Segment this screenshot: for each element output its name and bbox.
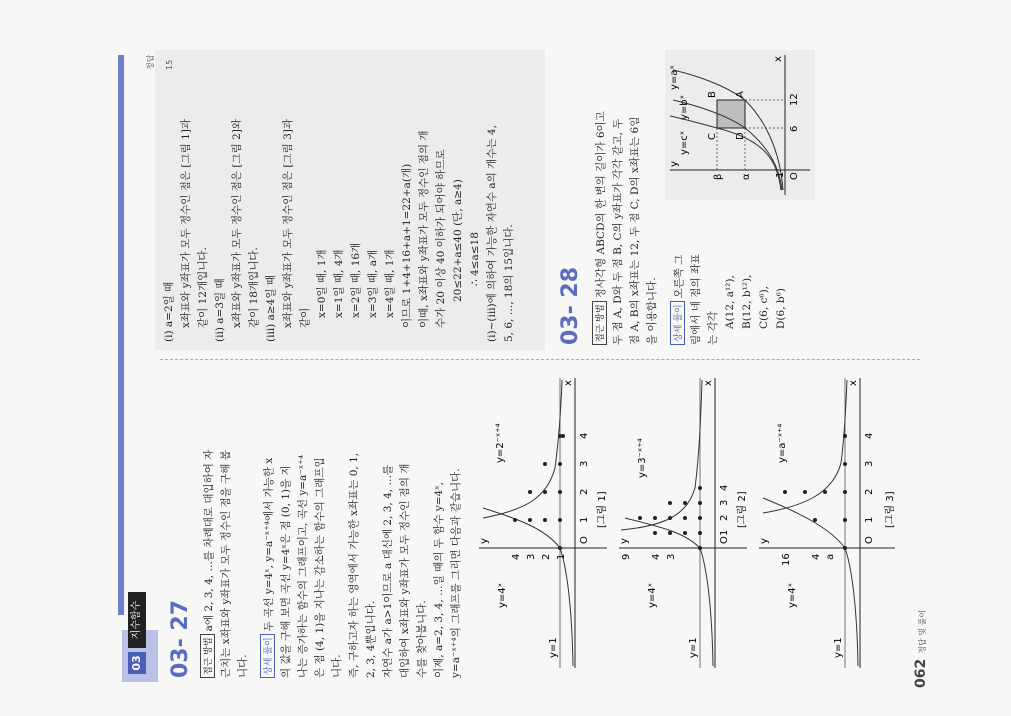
solution-line: 니다. (331, 654, 343, 678)
lattice-point (698, 501, 702, 505)
box-line: 5, 6, …, 18의 15입니다. (503, 224, 515, 342)
decreasing-curve-label: y=3⁻ˣ⁺⁴ (637, 438, 648, 478)
rotated-book-spread (110, 40, 930, 690)
chapter-number: 03 (128, 652, 146, 674)
lattice-point (683, 516, 687, 520)
side-page-text: 정답 (146, 54, 155, 70)
lattice-point (653, 531, 657, 535)
lattice-point (528, 518, 532, 522)
origin-label: O (789, 172, 800, 180)
lattice-point (803, 490, 807, 494)
lattice-point (843, 518, 847, 522)
point-coordinate: B(12, b¹²), (741, 274, 753, 329)
decreasing-curve-label: y=a⁻ˣ⁺⁴ (777, 423, 788, 463)
lattice-point (543, 490, 547, 494)
solution-line: 2, 3, 4뿐입니다. (365, 600, 377, 678)
lattice-point (528, 490, 532, 494)
box-line: x=1일 때, 4개 (333, 249, 345, 318)
point-a-label: A (735, 91, 746, 98)
x-tick: 3 (864, 460, 875, 467)
figure-1-caption: [그림 1] (597, 491, 608, 528)
page-label: 정답 및 풀이 (918, 609, 927, 654)
lattice-point (638, 516, 642, 520)
lattice-point (843, 546, 847, 550)
lattice-point (558, 490, 562, 494)
problem-27-number: 03- 27 (168, 599, 193, 678)
solution-tag: 상세 풀이 (260, 634, 275, 678)
y-tick: 4 (811, 553, 822, 560)
lattice-point (683, 501, 687, 505)
approach-line: 점 A, B의 x좌표는 12, 두 점 C, D의 x좌표는 6임 (629, 116, 641, 345)
y-axis-label: y (759, 538, 770, 544)
y1-label: y=1 (688, 637, 699, 658)
side-page-number: 15 (165, 59, 174, 70)
solution-line: 이제, a=2, 3, 4, …일 때의 두 함수 y=4ˣ, (433, 482, 445, 678)
box-line: 같이 18개입니다. (248, 247, 260, 328)
box-line: x=0일 때, 1개 (316, 249, 328, 318)
origin-label: O (719, 536, 730, 544)
square-abcd (717, 100, 745, 128)
x-tick: 3 (579, 460, 590, 467)
lattice-point (558, 518, 562, 522)
solution-line: y=a⁻ˣ⁺⁴의 그래프를 그리면 다음과 같습니다. (450, 468, 462, 678)
column-divider (160, 359, 920, 360)
x-axis-label: x (848, 380, 859, 386)
side-page-label (138, 40, 176, 70)
approach-tag: 접근 방법 (200, 634, 215, 678)
box-line: 이때, x좌표와 y좌표가 모두 정수인 점의 개 (418, 130, 430, 328)
box-line: (ⅱ) a=3일 때 (214, 278, 226, 342)
curve-decreasing (621, 380, 702, 530)
lattice-point (513, 518, 517, 522)
one-label: 1 (775, 171, 786, 178)
lattice-points (783, 434, 847, 550)
box-line: x좌표와 y좌표가 모두 정수인 점은 [그림 1]과 (180, 118, 192, 328)
x-tick: 1 (579, 516, 590, 523)
lattice-point (823, 490, 827, 494)
exp-curve-label: y=4ˣ (647, 582, 658, 608)
lattice-point (843, 462, 847, 466)
lattice-point (558, 546, 562, 550)
box-line: (ⅰ)~(ⅲ)에 의하여 가능한 자연수 a의 개수는 4, (486, 125, 498, 342)
lattice-point (698, 546, 702, 550)
box-line: x=2일 때, 16개 (350, 242, 362, 318)
page-number: 062 (913, 658, 929, 688)
approach-tag: 접근 방법 (592, 301, 607, 345)
y-axis-label: y (669, 161, 680, 167)
problem-28-solution (670, 205, 790, 345)
problem-27-solution (260, 373, 465, 678)
x-tick: 4 (719, 484, 730, 491)
solution-line: 는 각각 (707, 311, 719, 345)
problem-28-number: 03- 28 (558, 266, 583, 345)
lattice-point (698, 486, 702, 490)
point-coordinate: A(12, a¹²), (724, 275, 736, 329)
y-tick: 3 (666, 553, 677, 560)
point-d-label: D (735, 132, 746, 140)
lattice-point (543, 462, 547, 466)
approach-line: 근치는 x좌표와 y좌표가 모두 정수인 점을 구해 봅 (220, 450, 232, 678)
page-footer (910, 610, 929, 688)
graph-figure-1 (475, 368, 615, 678)
box-line: 20≤22+a≤40 (단, a≥4) (452, 179, 464, 302)
exp-curve-label: y=4ˣ (787, 582, 798, 608)
figure-2-caption: [그림 2] (737, 491, 748, 528)
x-tick-12: 12 (789, 93, 800, 106)
x-axis-label: x (563, 380, 574, 386)
x-tick: 1 (864, 516, 875, 523)
origin-label: O (864, 536, 875, 544)
point-coordinate: D(6, b⁶) (775, 288, 787, 329)
alpha-label: α (741, 173, 752, 180)
problem-27-continued-box (155, 50, 545, 350)
approach-line: 을 이용합니다. (646, 277, 658, 345)
approach-line: a에 2, 3, 4, …를 차례대로 대입하여 자 (203, 449, 215, 632)
y-tick: a (825, 553, 836, 560)
y1-label: y=1 (833, 637, 844, 658)
lattice-point (683, 531, 687, 535)
graph-figure-3 (755, 368, 905, 678)
header-accent-bar (118, 55, 124, 615)
point-b-label: B (707, 91, 718, 98)
box-line: x좌표와 y좌표가 모두 정수인 점은 [그림 2]와 (231, 118, 243, 328)
approach-line: 두 점 A, D와 두 점 B, C의 y좌표가 각각 같고, 두 (612, 118, 624, 345)
approach-line: 정사각형 ABCD의 한 변의 길이가 6이고 (595, 111, 607, 299)
curve-a-label: y=aˣ (669, 65, 680, 90)
box-line: 같이 12개입니다. (197, 247, 209, 328)
y-tick: 3 (526, 553, 537, 560)
solution-line: 오른쪽 그 (673, 254, 685, 299)
solution-line: 두 곡선 y=4ˣ, y=a⁻ˣ⁺⁴에서 가능한 x (263, 457, 275, 632)
lattice-point (843, 490, 847, 494)
x-tick: 1 (719, 529, 730, 536)
solution-line: 림에서 네 점의 좌표 (690, 253, 702, 345)
x-tick: 2 (579, 488, 590, 495)
solution-line: 나는 증가하는 함수의 그래프이고, 곡선 y=a⁻ˣ⁺⁴ (297, 454, 309, 678)
box-line: x좌표와 y좌표가 모두 정수인 점은 [그림 3]과 (282, 118, 294, 328)
solution-line: 자연수 a가 a>1이므로 a 대신에 2, 3, 4, …를 (382, 464, 394, 678)
box-line: 같이 (299, 307, 311, 328)
problem-27-approach (200, 378, 252, 678)
exp-curve-label: y=4ˣ (497, 582, 508, 608)
solution-line: 의 값을 구해 보면 곡선 y=4ˣ은 점 (0, 1)을 지 (280, 465, 292, 678)
y-tick: 2 (541, 553, 552, 560)
y-tick: 1 (556, 553, 567, 560)
box-line: x=3일 때, a개 (367, 249, 379, 318)
lattice-point (668, 531, 672, 535)
graph-figure-2 (615, 368, 755, 678)
curve-c-label: y=cˣ (679, 130, 690, 155)
x-tick: 4 (579, 432, 590, 439)
lattice-point (698, 531, 702, 535)
decreasing-curve-label: y=2⁻ˣ⁺⁴ (495, 423, 506, 463)
y-axis-label: y (619, 538, 630, 544)
point-coordinate: C(6, c⁶), (758, 285, 770, 329)
chapter-title: 지수함수 (128, 592, 146, 648)
x-tick: 2 (864, 488, 875, 495)
lattice-point (843, 434, 847, 438)
box-line: ∴ 4≤a≤18 (469, 232, 481, 286)
y-tick: 4 (651, 553, 662, 560)
lattice-point (543, 518, 547, 522)
lattice-point (653, 516, 657, 520)
point-c-label: C (707, 133, 718, 140)
lattice-point (668, 501, 672, 505)
solution-line: 은 점 (4, 1)을 지나는 감소하는 함수의 그래프입 (314, 457, 326, 678)
lattice-point (668, 516, 672, 520)
figure-3-caption: [그림 3] (885, 491, 896, 528)
solution-line: 즉, 구하고자 하는 영역에서 가능한 x좌표는 0, 1, (348, 452, 360, 678)
lattice-point (558, 462, 562, 466)
problem-28-figure (665, 50, 815, 200)
lattice-point (561, 434, 565, 438)
y-tick: 16 (781, 553, 792, 566)
box-line: 수가 20 이상 40 이하가 되어야 하므로 (435, 149, 447, 328)
box-line: 이므로 1+4+16+a+1=22+a(개) (401, 163, 413, 328)
box-line: (ⅲ) a≥4일 때 (265, 275, 277, 342)
beta-label: β (713, 173, 724, 180)
x-tick: 3 (719, 499, 730, 506)
curve-b-label: y=bˣ (679, 94, 690, 120)
solution-tag: 상세 풀이 (670, 301, 685, 345)
x-axis-label: x (773, 56, 784, 62)
lattice-point (783, 490, 787, 494)
y-tick: 4 (511, 553, 522, 560)
x-axis-label: x (703, 380, 714, 386)
problem-28-approach (592, 45, 661, 345)
y-axis-label: y (479, 538, 490, 544)
x-tick: 2 (719, 514, 730, 521)
solution-line: 대입하여 x좌표와 y좌표가 모두 정수인 점의 개 (399, 463, 411, 678)
box-line: x=4일 때, 1개 (384, 249, 396, 318)
lattice-point (813, 518, 817, 522)
x-tick: 4 (864, 432, 875, 439)
lattice-point (698, 516, 702, 520)
y1-label: y=1 (548, 637, 559, 658)
y-tick: 9 (621, 553, 632, 560)
solution-line: 수를 찾아봅니다. (416, 600, 428, 678)
origin-label: O (579, 536, 590, 544)
approach-line: 니다. (237, 654, 249, 678)
x-tick-6: 6 (789, 125, 800, 132)
box-line: (ⅰ) a=2일 때 (163, 281, 175, 342)
